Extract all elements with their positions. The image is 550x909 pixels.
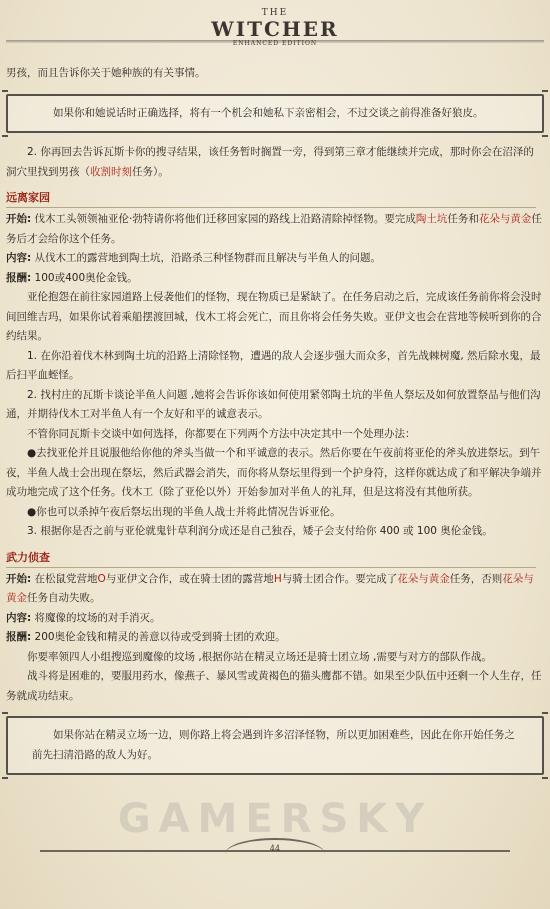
reward-label: 报酬: [6,271,32,284]
s2-start-tail: 任务自动失败。 [27,592,101,604]
start-label: 开始: [6,213,32,225]
section-divider [6,207,536,208]
watermark: GAMERSKY [117,796,433,842]
s1-item-1: 1. 在你沿着伐木林到陶土坑的沿路上清除怪物，遭遇的敌人会逐步强大而众多，首先战棘树魔, 然后除水鬼，最后扫平血蛭怪。 [6,349,541,381]
s2-content-text: 将魔像的坟场的对手消灭。 [31,611,161,624]
quest-link-flowers-gold[interactable]: 花朵与黄金 [397,572,450,585]
intro-line: 男孩，而且告诉你关于她种族的有关事情。 [6,67,206,79]
s1-para-1: 亚伦抱怨在前往家园道路上侵袭他们的怪物，现在物质已是紧缺了。在任务启动之后，完成该任务前你将会没时间回维吉玛，如果你试着乘船摆渡回城，伐木工将会死亡，而且你将会任务失败。亚伊文也会在营地等候听到你的合约结果。 [6,291,542,342]
s2-reward-text: 200奥伦金钱和精灵的善意以待或受到骑士团的欢迎。 [31,631,286,643]
map-marker-o: O [97,572,106,585]
s1-bullet-1: ●去找亚伦并且说服他给你他的斧头当做一个和平诚意的表示。然后你要在午夜前将亚伦的斧头放进祭坛。到午夜，半鱼人战士会出现在祭坛，然后武器会消失，而你将从祭坛里得到一个护身符，这样你就达成了和平解决争端并成功地完成了这个任务。伐木工（除了亚伦以外）开始参加对半鱼人的礼拜，但是这将没有其他所获。 [6,447,542,498]
s2-start-mid3: 任务，否则 [449,572,503,585]
intro-item-2 [6,143,544,182]
section-title-recon: 武力侦查 [6,550,50,564]
s2-start-mid1: 与亚伊文合作，或在骑士团的露营地 [105,572,274,585]
page-number: 44 [269,844,281,853]
s2-para-1: 你要率领四人小组搜巡到魔像的坟场 ,根据你站在精灵立场还是骑士团立场 ,需要与对方的部队作战。 [27,650,492,663]
s1-reward-text: 100或400奥伦金钱。 [31,271,138,284]
tip-box-1-text: 如果你和她说话时正确选择，将有一个机会和她私下亲密相会，不过交谈之前得准备好狼皮。 [53,106,484,119]
content-label: 内容: [6,252,32,264]
s1-reward [6,269,544,289]
s1-item-3: 3. 根据你是否之前与亚伦就鬼针草利润分成还是自己独吞，矮子会支付给你 400 或 100 奥伦金钱。 [27,525,493,537]
page-content [6,64,544,785]
witcher-logo [190,8,360,48]
s2-start-text: 在松鼠党营地 [31,572,98,585]
quest-link-flowers-gold-2[interactable]: 花朵与黄金 [6,572,534,604]
s2-reward [6,628,544,648]
logo-main: WITCHER [211,17,339,41]
intro-item-2-tail: 任务）。 [132,165,169,178]
s2-start-mid2: 与骑士团合作。要完成了 [281,572,398,585]
s2-para-2: 战斗将是困难的，要服用药水，像燕子、暴风雪或黄褐色的猫头鹰都不错。如果至少队伍中还剩一个人生存，任务就成功结束。 [6,670,542,702]
footer-ornament [225,838,325,870]
content-label: 内容: [6,611,32,624]
s1-start [6,210,544,249]
intro-item-2-text: 2. 你再回去告诉瓦斯卡你的搜寻结果，该任务暂时搁置一旁，得到第三章才能继续并完成，那时你会在沼泽的洞穴里找到男孩（ [6,146,534,178]
s1-content [6,249,544,269]
s1-start-mid: 任务和 [447,213,479,225]
map-marker-h: H [273,572,282,585]
s1-para-2: 不管你同瓦斯卡交谈中如何选择，你都要在下列两个方法中决定其中一个处理办法： [27,427,416,440]
tip-box-2-text: 如果你站在精灵立场一边，则你路上将会遇到许多沼泽怪物，所以更加困难些，因此在你开始任务之前先扫清沿路的敌人为好。 [32,729,515,761]
quest-link-harvest[interactable]: 收割时刻 [90,165,132,178]
page-header [0,0,550,64]
quest-link-flowers-gold[interactable]: 花朵与黄金 [478,213,532,225]
tip-box-1 [6,94,544,134]
section-divider [6,567,536,568]
logo-the: THE [261,8,289,18]
tip-box-2 [6,716,544,775]
quest-link-clay-pit[interactable]: 陶土坑 [415,213,448,225]
s1-start-tail: 任务后才会给你这个任务。 [6,213,542,245]
section-title-far-from-home: 远离家园 [6,191,50,204]
s1-content-text: 从伐木工的露营地到陶土坑，沿路杀三种怪物群而且解决与半鱼人的问题。 [31,252,382,264]
s1-bullet-2: ●你也可以杀掉午夜后祭坛出现的半鱼人战士并将此情况告诉亚伦。 [27,505,341,518]
s1-start-text: 伐木工头领领袖亚伦·勃特请你将他们迁移回家园的路线上沿路清除掉怪物。要完成 [31,213,416,225]
s1-item-2: 2. 找村庄的瓦斯卡谈论半鱼人问题 ,她将会告诉你该如何使用紧邻陶土坑的半鱼人祭坛及如何放置祭品与他们沟通，并期待伐木工对半鱼人有一个友好和平的诚意表示。 [6,388,541,420]
start-label: 开始: [6,572,32,585]
logo-sub: ENHANCED EDITION [232,40,318,47]
reward-label: 报酬: [6,631,32,643]
s2-content [6,609,544,629]
page-footer [0,828,550,909]
s2-start [6,570,544,609]
